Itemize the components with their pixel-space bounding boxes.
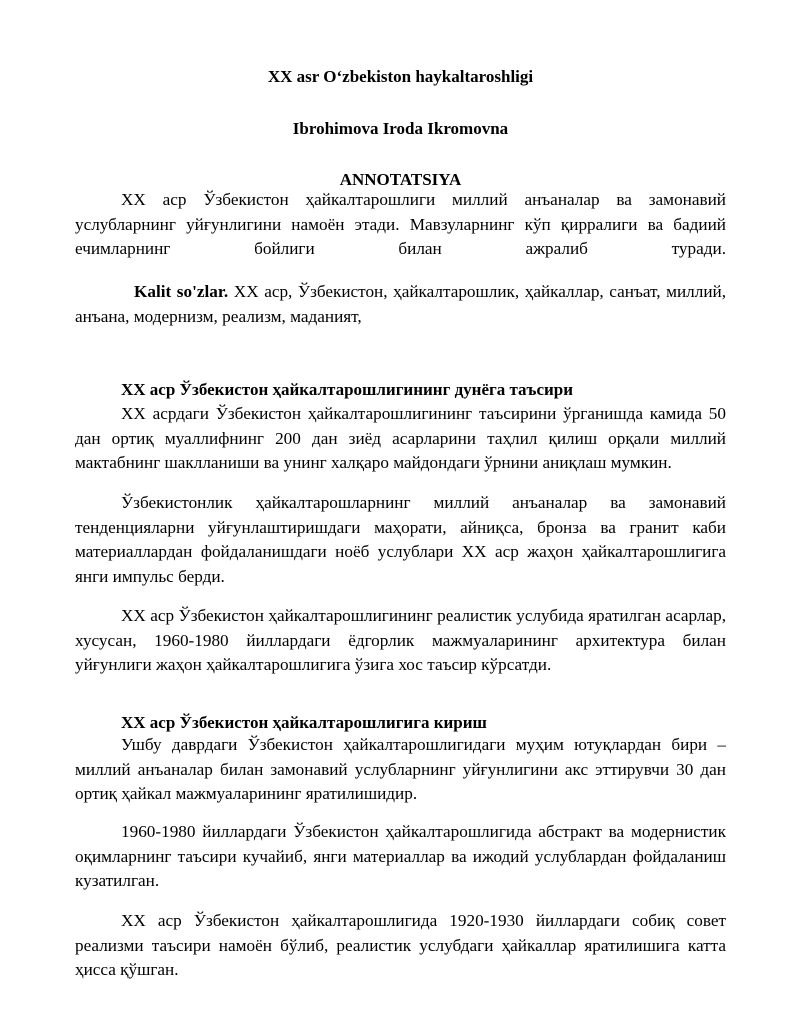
keywords-paragraph — [75, 280, 726, 329]
section-heading: XX аср Ўзбекистон ҳайкалтарошлигининг дунёга таъсири — [121, 380, 574, 399]
annotation-paragraph: XX аср Ўзбекистон ҳайкалтарошлиги миллий анъаналар ва замонавий услубларнинг уйғунлигини намоён этади. Мавзуларнинг кўп қирралиги ва бадиий ечимларнинг бойлиги билан ажралиб туради. — [75, 190, 726, 258]
section-paragraph: Ушбу даврдаги Ўзбекистон ҳайкалтарошлигидаги муҳим ютуқлардан бири – миллий анъаналар билан замонавий услубларнинг уйғунлигини акс эттирувчи 30 дан ортиқ ҳайкал мажмуаларининг яратилишидир. — [75, 735, 726, 803]
section-paragraph: XX аср Ўзбекистон ҳайкалтарошлигининг реалистик услубида яратилган асарлар, хусусан, 1960-1980 йиллардаги ёдгорлик мажмуаларининг архитектура билан уйғунлиги жаҳон ҳайкалтарошлигига ўзига хос таъсир кўрсатди. — [75, 606, 726, 674]
keywords-text: XX аср, Ўзбекистон, ҳайкалтарошлик, ҳайкаллар, санъат, миллий, анъана, модернизм, реализм, маданият, — [75, 282, 727, 326]
keywords-label: Kalit so'zlar. — [134, 282, 229, 301]
section-paragraph: Ўзбекистонлик ҳайкалтарошларнинг миллий анъаналар ва замонавий тенденцияларни уйғунлаштиришдаги маҳорати, айниқса, бронза ва гранит каби материаллардан фойдаланишдаги ноёб услублари XX аср жаҳон ҳайкалтарошлигига янги импульс берди. — [75, 493, 726, 586]
document-title: XX asr O‘zbekiston haykaltaroshligi — [267, 67, 534, 86]
annotation-heading: ANNOTATSIYA — [339, 170, 462, 189]
section-paragraph: 1960-1980 йиллардаги Ўзбекистон ҳайкалтарошлигида абстракт ва модернистик оқимларнинг таъсири кучайиб, янги материаллар ва ижодий услублардан фойдаланиш кузатилган. — [75, 822, 726, 890]
author-name: Ibrohimova Iroda Ikromovna — [292, 119, 509, 138]
section-paragraph: XX аср Ўзбекистон ҳайкалтарошлигида 1920-1930 йиллардаги собиқ совет реализми таъсири намоён бўлиб, реалистик услубдаги ҳайкаллар яратилишига катта ҳисса қўшган. — [75, 911, 726, 979]
section-heading: XX аср Ўзбекистон ҳайкалтарошлигига кириш — [121, 713, 487, 732]
section-paragraph: XX асрдаги Ўзбекистон ҳайкалтарошлигининг таъсирини ўрганишда камида 50 дан ортиқ муаллифнинг 200 дан зиёд асарларини таҳлил қилиш орқали миллий мактабнинг шаклланиши ва унинг халқаро майдондаги ўрнини аниқлаш мумкин. — [75, 404, 726, 472]
